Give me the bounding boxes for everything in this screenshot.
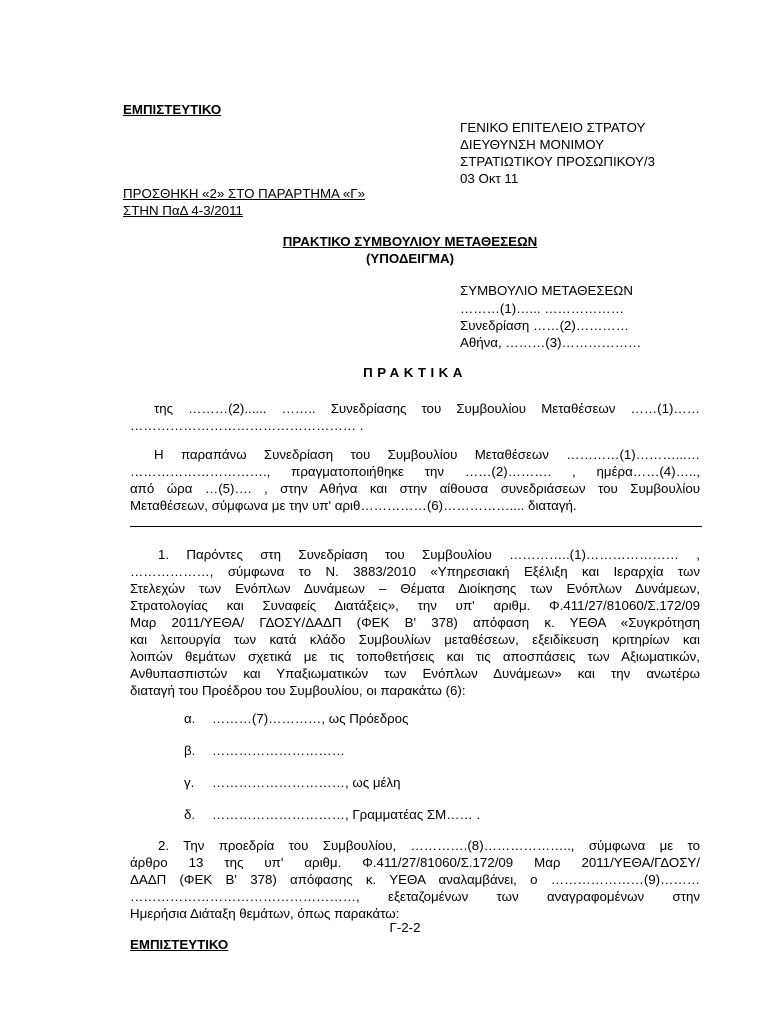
list-text: ………(7)…………, ως Πρόεδρος	[212, 711, 409, 726]
document-date: 03 Οκτ 11	[460, 171, 519, 186]
text-line: 1. Παρόντες στη Συνεδρίαση του Συμβουλίου …………..(1)………………… ,	[158, 547, 700, 562]
text-line: ………………, σύμφωνα το Ν. 3883/2010 «Υπηρεσιακή Εξέλιξη και Ιεραρχία των	[130, 564, 700, 579]
list-text: …………………………	[212, 743, 345, 758]
horizontal-rule	[130, 526, 702, 527]
document-title: ΠΡΑΚΤΙΚΟ ΣΥΜΒΟΥΛΙΟΥ ΜΕΤΑΘΕΣΕΩΝ	[282, 234, 538, 249]
org-line: ΔΙΕΥΘΥΝΣΗ ΜΟΝΙΜΟΥ	[460, 137, 605, 152]
annex-line: ΣΤΗΝ ΠαΔ 4-3/2011	[123, 203, 243, 218]
list-label: β.	[184, 743, 196, 758]
classification-bottom: ΕΜΠΙΣΤΕΥΤΙΚΟ	[130, 937, 229, 952]
text-line: διαταγή του Προέδρου του Συμβουλίου, οι παρακάτω (6):	[130, 683, 466, 698]
text-line: Μεταθέσεων, σύμφωνα με την υπ' αριθ……………(6)…………….... διαταγή.	[130, 498, 577, 513]
council-line: ΣΥΜΒΟΥΛΙΟ ΜΕΤΑΘΕΣΕΩΝ	[460, 283, 633, 298]
list-text: …………………………, Γραμματέας ΣΜ…… .	[212, 807, 481, 822]
text-line: Μαρ 2011/ΥΕΘΑ/ ΓΔΟΣΥ/ΔΑΔΠ (ΦΕΚ Β' 378) απόφαση κ. ΥΕΘΑ «Συγκρότηση	[130, 615, 700, 630]
document-subtitle: (ΥΠΟΔΕΙΓΜΑ)	[365, 251, 455, 266]
page-number: Γ-2-2	[389, 920, 421, 935]
council-line: Αθήνα, ………(3)………………	[460, 335, 642, 350]
list-text: …………………………, ως μέλη	[212, 775, 401, 790]
text-line: Η παραπάνω Συνεδρίαση του Συμβουλίου Μεταθέσεων …………(1)………...…	[154, 447, 700, 462]
classification-top: ΕΜΠΙΣΤΕΥΤΙΚΟ	[123, 102, 222, 117]
text-line: της ………(2)...... …….. Συνεδρίασης του Συμβουλίου Μεταθέσεων ……(1)……	[154, 401, 700, 416]
org-line: ΣΤΡΑΤΙΩΤΙΚΟΥ ΠΡΟΣΩΠΙΚΟΥ/3	[460, 154, 655, 169]
text-line: ΔΑΔΠ (ΦΕΚ Β' 378) απόφασης κ. ΥΕΘΑ αναλαμβάνει, ο …………………(9)………	[130, 872, 700, 887]
text-line: και λειτουργία των κατά κλάδο Συμβουλίων μεταθέσεων, εξειδίκευση κριτηρίων και	[130, 632, 700, 647]
text-line: άρθρο 13 της υπ' αριθμ. Φ.411/27/81060/Σ.172/09 Μαρ 2011/ΥΕΘΑ/ΓΔΟΣΥ/	[130, 855, 700, 870]
annex-line: ΠΡΟΣΘΗΚΗ «2» ΣΤΟ ΠΑΡΑΡΤΗΜΑ «Γ»	[123, 186, 365, 201]
text-line: από ώρα …(5)…. , στην Αθήνα και στην αίθουσα συνεδριάσεων του Συμβουλίου	[130, 481, 700, 496]
text-line: Στελεχών των Ενόπλων Δυνάμεων – Θέματα Διοίκησης των Ενόπλων Δυνάμεων,	[130, 581, 700, 596]
list-label: δ.	[184, 807, 196, 822]
text-line: Ανθυπασπιστών και Υπαξιωματικών των Ενόπλων Δυνάμεων» και την ανωτέρω	[130, 666, 700, 681]
text-line: 2. Την προεδρία του Συμβουλίου, ………….(8)……………….., σύμφωνα με το	[158, 838, 700, 853]
org-line: ΓΕΝΙΚΟ ΕΠΙΤΕΛΕΙΟ ΣΤΡΑΤΟΥ	[460, 120, 646, 135]
text-line: Στρατολογίας και Συναφείς Διατάξεις», την υπ' αριθμ. Φ.411/27/81060/Σ.172/09	[130, 598, 700, 613]
council-line: ………(1)…... ………………	[460, 301, 624, 316]
text-line: ……………………………………………, εξεταζομένων των αναγραφομένων στην	[130, 889, 700, 904]
council-line: Συνεδρίαση ……(2)…………	[460, 318, 630, 333]
list-label: α.	[184, 711, 196, 726]
text-line: …………………………………………… .	[130, 418, 364, 433]
praktika-heading: ΠΡΑΚΤΙΚΑ	[363, 365, 467, 380]
list-label: γ.	[184, 775, 195, 790]
text-line: Ημερήσια Διάταξη θεμάτων, όπως παρακάτω:	[130, 906, 400, 921]
text-line: …………………………., πραγματοποιήθηκε την ……(2)………. , ημέρα……(4)…..,	[130, 464, 700, 479]
text-line: λοιπών θεμάτων σχετικά με τις τοποθετήσεις και τις αποσπάσεις των Αξιωματικών,	[130, 649, 700, 664]
